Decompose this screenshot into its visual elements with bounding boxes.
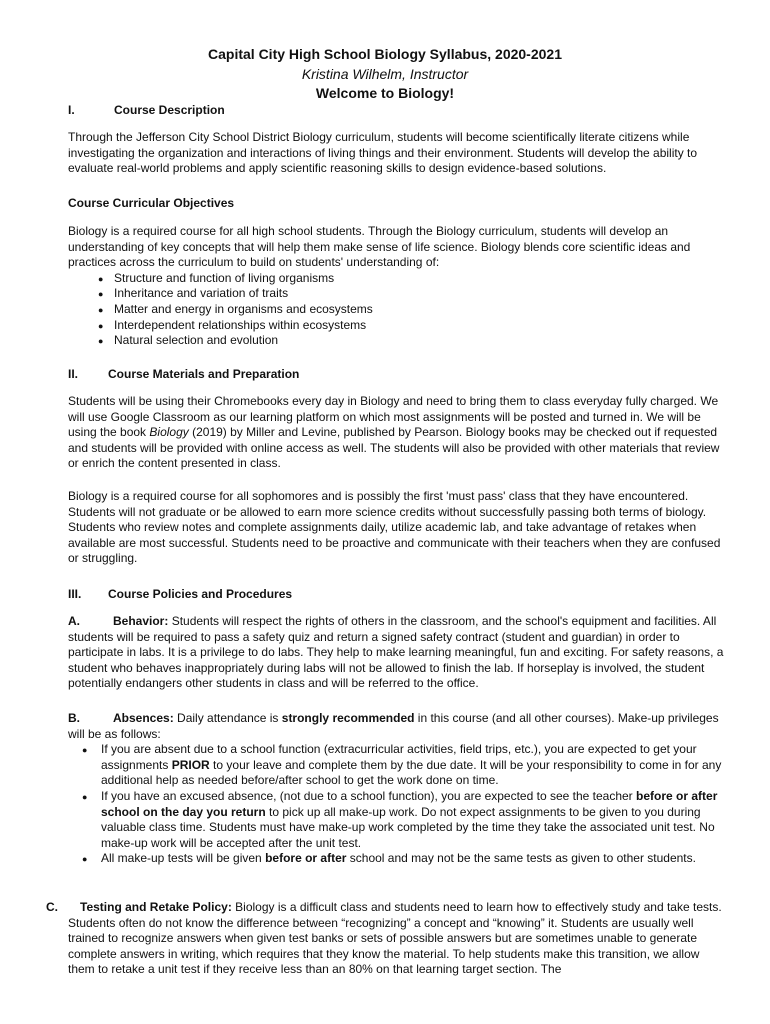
welcome-heading: Welcome to Biology! [315, 85, 455, 101]
absences-letter: B. [68, 711, 80, 725]
materials-paragraph-2: Biology is a required course for all sophomores and is possibly the first 'must pass' class that they have encountered. Students will not graduate or be allowed to earn more science credits without successfully passing both terms of biology. Students who review notes and complete assignments daily, utilize academic lab, and take advantage of retakes when available are most successful. Students need to be proactive and communicate with their teachers when they are confused or struggling. [68, 489, 721, 566]
list-item: ● Interdependent relationships within ecosystems [114, 318, 728, 334]
objectives-block [68, 224, 728, 349]
instructor-line: Kristina Wilhelm, Instructor [301, 66, 469, 82]
page-title: Capital City High School Biology Syllabus, 2020-2021 [208, 46, 562, 62]
behavior-label: Behavior: [113, 614, 169, 628]
testing-label: Testing and Retake Policy: [80, 900, 232, 914]
list-item: ● All make-up tests will be given before or after school and may not be the same tests as given to other students. [101, 851, 728, 867]
list-item: ● Structure and function of living organisms [114, 271, 728, 287]
list-item: ● If you are absent due to a school function (extracurricular activities, field trips, etc.), you are expected to get your assignments PRIOR to your leave and complete them by the due date. It will be your responsibility to come in for any additional help as needed before/after school to get the work done on time. [101, 742, 728, 789]
section-2-heading: Course Materials and Preparation [108, 367, 300, 381]
objectives-list [68, 271, 728, 349]
section-3-heading: Course Policies and Procedures [108, 587, 293, 601]
objectives-text: Biology is a required course for all high school students. Through the Biology curriculum, students will develop an understanding of key concepts that will help them make sense of life science. Biology blends core scientific ideas and practices across the curriculum to build on students' understanding of: [68, 224, 691, 270]
course-description-text: Through the Jefferson City School District Biology curriculum, students will become scientifically literate citizens while investigating the organization and interactions of living things and their environment. Students will develop the ability to evaluate real-world problems and apply scientific reasoning skills to design evidence-based solutions. [68, 130, 698, 176]
testing-letter: C. [46, 900, 58, 914]
section-1-numeral: I. [68, 103, 75, 117]
behavior-paragraph: A. Behavior: Students will respect the rights of others in the classroom, and the school's equipment and facilities. All students will be required to pass a safety quiz and return a signed safety contract (student and guardian) in order to participate in labs. It is a privilege to do labs. They help to make learning meaningful, fun and exciting. For safety reasons, a student who behaves inappropriately during labs will not be allowed to finish the lab. If horseplay is involved, the student potentially endangers other students in class and will be referred to the office. [68, 614, 724, 691]
objectives-heading: Course Curricular Objectives [68, 196, 235, 210]
list-item: ● Inheritance and variation of traits [114, 286, 728, 302]
absences-list [68, 742, 728, 867]
behavior-letter: A. [68, 614, 80, 628]
book-title: Biology [149, 425, 189, 440]
absences-paragraph: B. Absences: Daily attendance is strongly recommended in this course (and all other courses). Make-up privileges will be as follows: ● If you are absent due to a school function (extracurricular activities, field trips, etc.), you are expected to get your assignments PRIOR to your leave and complete them by the due date. It will be your responsibility to come in for any additional help as needed before/after school to get the work done on time. ● If you have an excused absence, (not due to a school function), you are expected to see the teacher before or after school on the day you return to pick up all make-up work. Do not expect assignments to be given to you during valuable class time. Students must have make-up work completed by the time they take the associated unit test. No make-up work will be accepted after the unit test. ● All make-up tests will be given before or after school and may not be the same tests as given to other students. [68, 711, 728, 867]
section-2-numeral: II. [68, 367, 79, 381]
list-item: ● Natural selection and evolution [114, 333, 728, 349]
list-item: ● If you have an excused absence, (not due to a school function), you are expected to see the teacher before or after school on the day you return to pick up all make-up work. Do not expect assignments to be given to you during valuable class time. Students must have make-up work completed by the time they take the associated unit test. No make-up work will be accepted after the unit test. [101, 789, 728, 851]
section-1-heading: Course Description [114, 103, 225, 117]
testing-paragraph: C. Testing and Retake Policy: Biology is a difficult class and students need to learn how to effectively study and take tests. Students often do not know the difference between “recognizing” a concept and “knowing” it. Students are usually well trained to recognize answers when given test banks or sets of possible answers but are sometimes unable to generate complete answers in writing, which requires that they know the material. To help students make this transition, we allow them to retake a unit test if they receive less than an 80% on that learning target section. The [46, 900, 722, 977]
materials-paragraph-1: Students will be using their Chromebooks every day in Biology and need to bring them to class everyday fully charged. We will use Google Classroom as our learning platform on which most assignments will be posted and turned in. We will be using the book Biology (2019) by Miller and Levine, published by Pearson. Biology books may be checked out if requested and students will be provided with online access as well. The students will also be provided with other materials that review or enrich the content presented in class. [68, 394, 720, 471]
section-3-numeral: III. [68, 587, 82, 601]
list-item: ● Matter and energy in organisms and ecosystems [114, 302, 728, 318]
absences-label: Absences: [113, 711, 174, 725]
